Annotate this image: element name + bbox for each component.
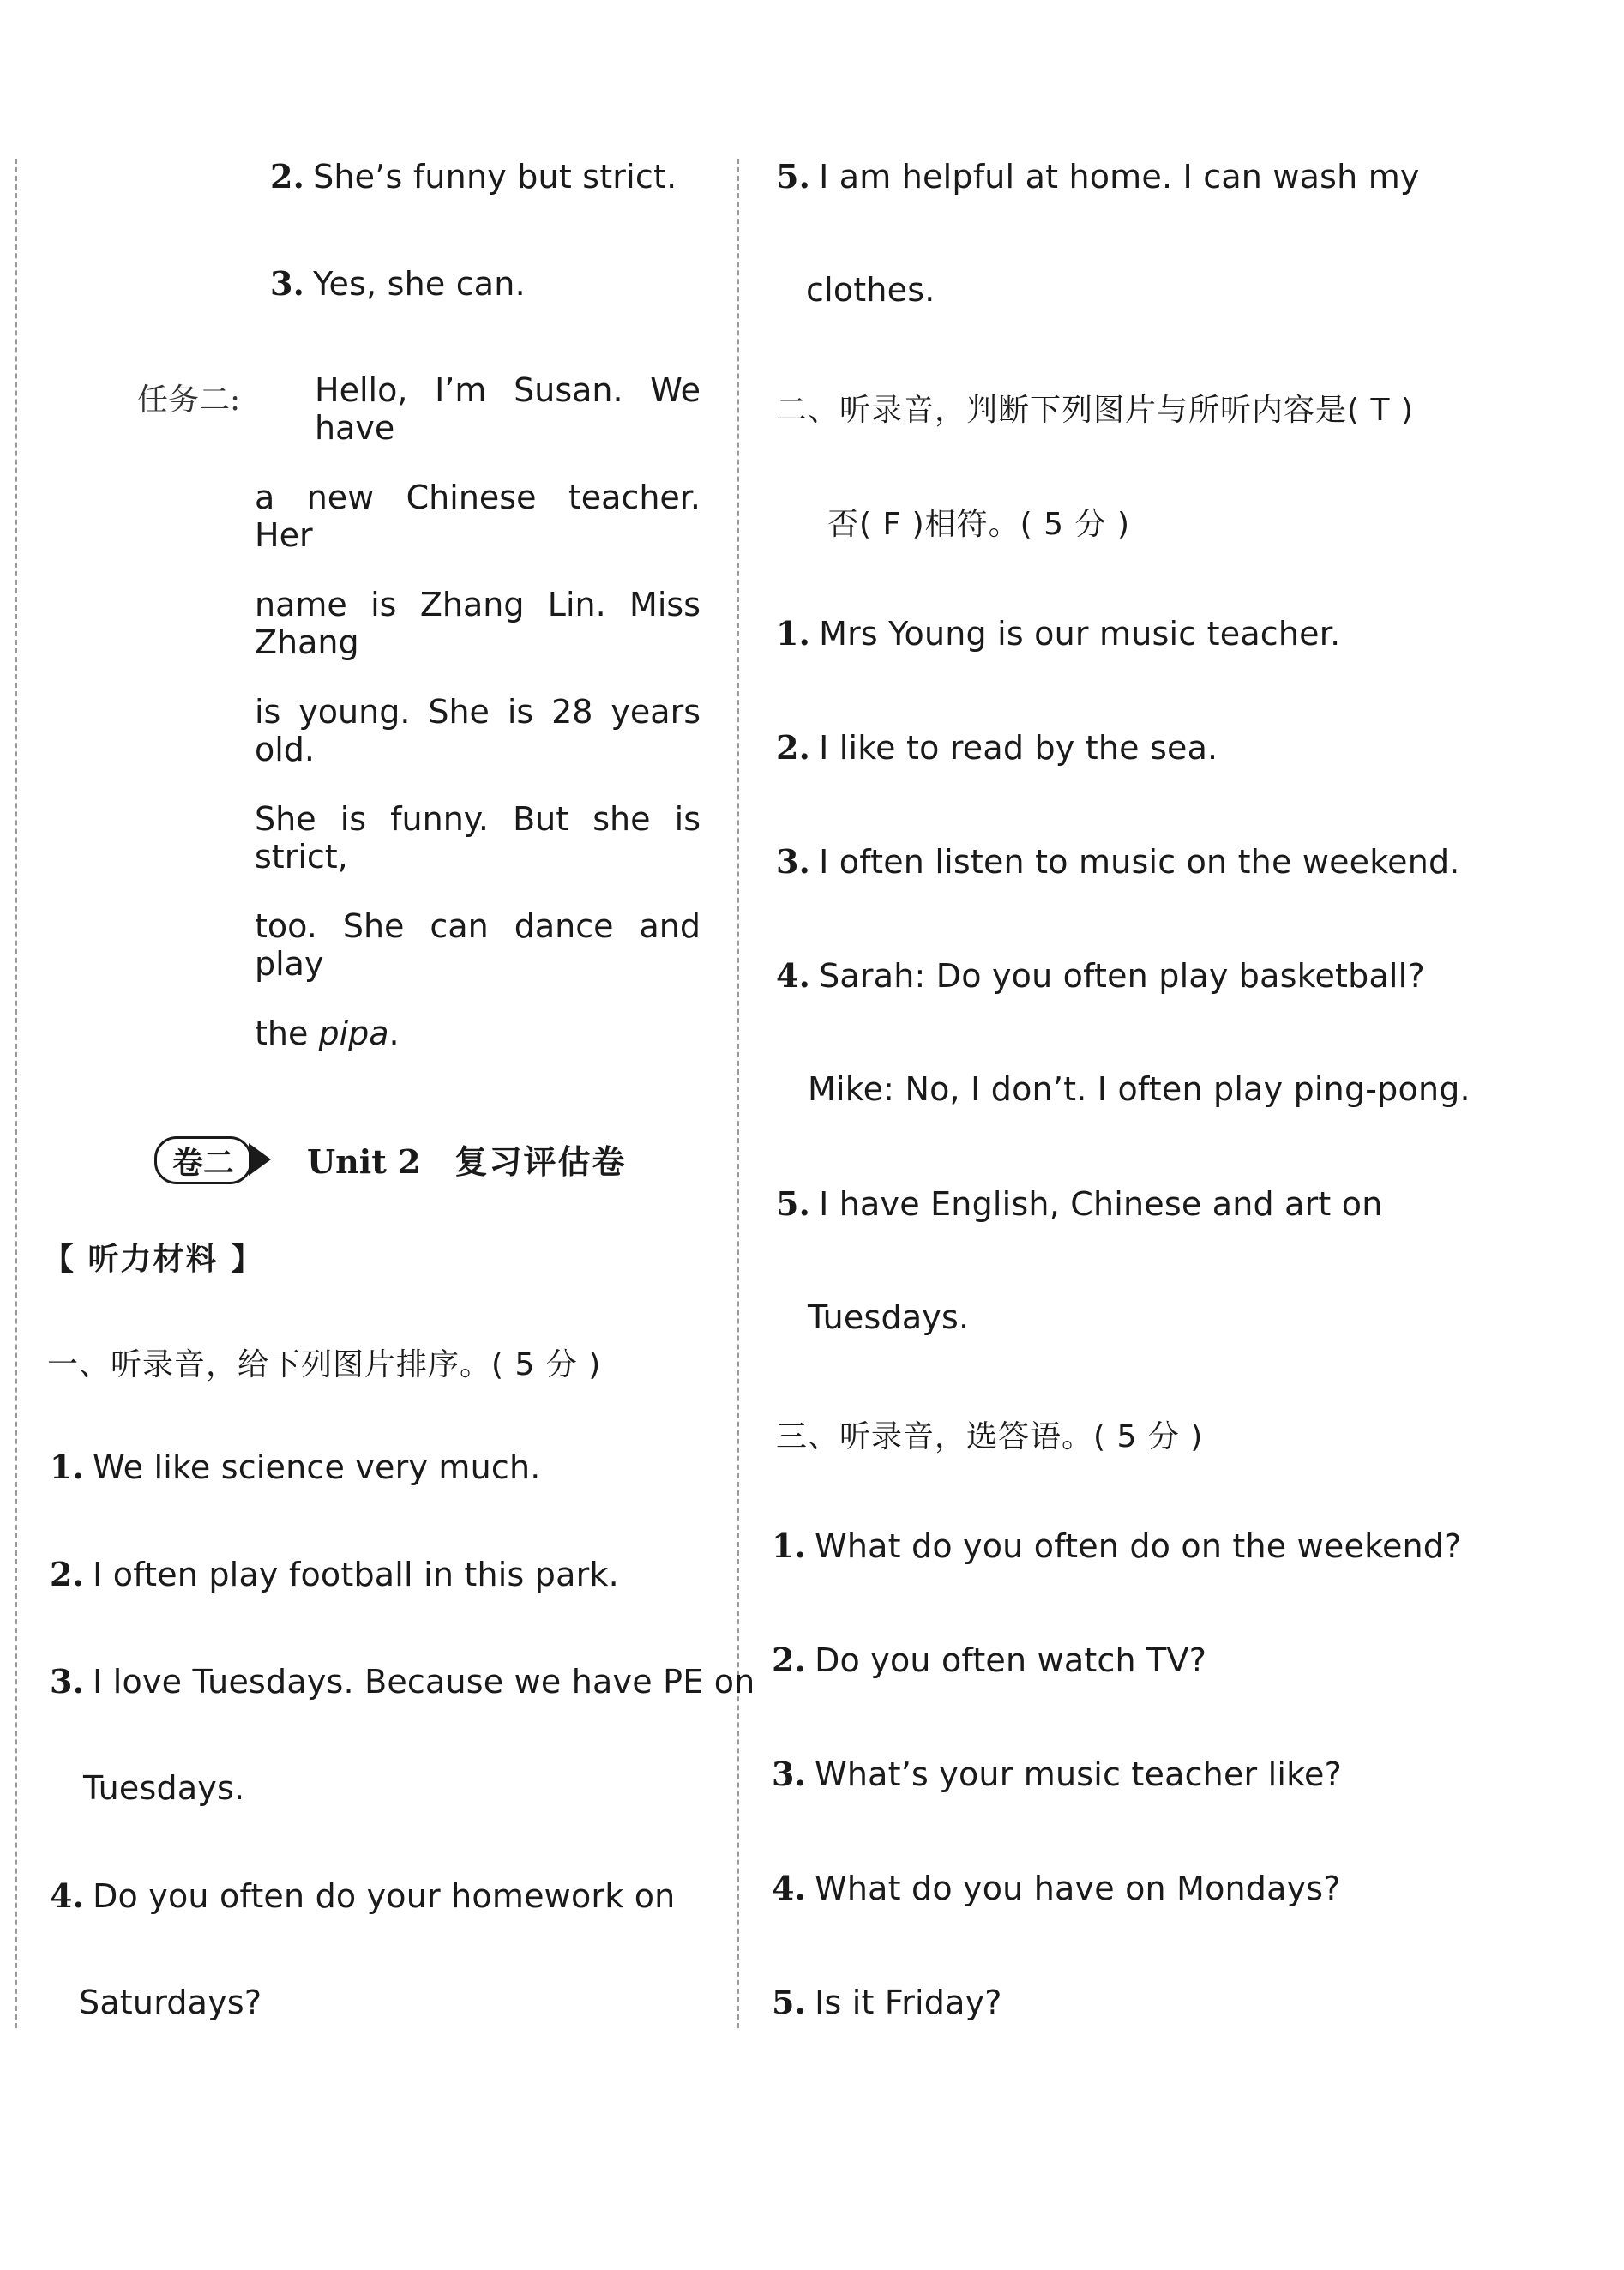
r-item-5-cont: clothes. [806,271,935,309]
section2-heading: 二、听录音，判断下列图片与所听内容是( T ) [776,393,1414,428]
badge-arrow-icon [249,1143,271,1176]
center-dashed-rule [737,159,739,2028]
s3-item-4: 4. What do you have on Mondays? [772,1869,1341,1907]
unit-title: Unit 2 复习评估卷 [307,1142,627,1181]
unit-badge: 卷二 [154,1136,252,1184]
s3-item-5: 5. Is it Friday? [772,1983,1002,2021]
s3-item-3: 3. What’s your music teacher like? [772,1755,1342,1793]
passage-line-3: name is Zhang Lin. Miss Zhang [255,586,701,661]
passage-line-1: Hello, I’m Susan. We have [315,371,701,447]
s3-item-2: 2. Do you often watch TV? [772,1641,1207,1679]
s2-item-5-cont: Tuesdays. [808,1298,970,1336]
pipa-word: pipa [318,1015,389,1052]
s1-item-4-cont: Saturdays? [79,1984,262,2021]
s1-item-4: 4. Do you often do your homework on [50,1876,676,1915]
section1-heading: 一、听录音，给下列图片排序。( 5 分 ) [47,1347,602,1382]
answer-3: 3. Yes, she can. [270,264,526,303]
s1-item-3: 3. I love Tuesdays. Because we have PE on [50,1662,755,1701]
s2-item-4-cont: Mike: No, I don’t. I often play ping-pong. [808,1070,1471,1108]
s1-item-3-cont: Tuesdays. [83,1769,245,1807]
s2-item-3: 3. I often listen to music on the weekend. [776,842,1460,881]
answer-2: 2. She’s funny but strict. [270,157,677,196]
passage-line-7: the pipa. [255,1015,400,1052]
s2-item-5: 5. I have English, Chinese and art on [776,1184,1383,1223]
passage-line-5: She is funny. But she is strict, [255,800,701,876]
s2-item-1: 1. Mrs Young is our music teacher. [776,614,1341,653]
s2-item-2: 2. I like to read by the sea. [776,728,1218,767]
passage-line-2: a new Chinese teacher. Her [255,479,701,554]
passage-line-6: too. She can dance and play [255,907,701,983]
s1-item-1: 1. We like science very much. [50,1448,541,1486]
listening-material-header: 【 听力材料 】 [43,1242,264,1277]
r-item-5: 5. I am helpful at home. I can wash my [776,157,1420,196]
task2-label: 任务二: [137,382,241,418]
s3-item-1: 1. What do you often do on the weekend? [772,1526,1462,1565]
section3-heading: 三、听录音，选答语。( 5 分 ) [776,1419,1204,1454]
s2-item-4: 4. Sarah: Do you often play basketball? [776,956,1425,995]
left-edge-dashed-rule [15,159,17,2028]
passage-line-4: is young. She is 28 years old. [255,693,701,768]
section2-heading-cont: 否( F )相符。( 5 分 ) [827,507,1131,542]
s1-item-2: 2. I often play football in this park. [50,1555,619,1593]
